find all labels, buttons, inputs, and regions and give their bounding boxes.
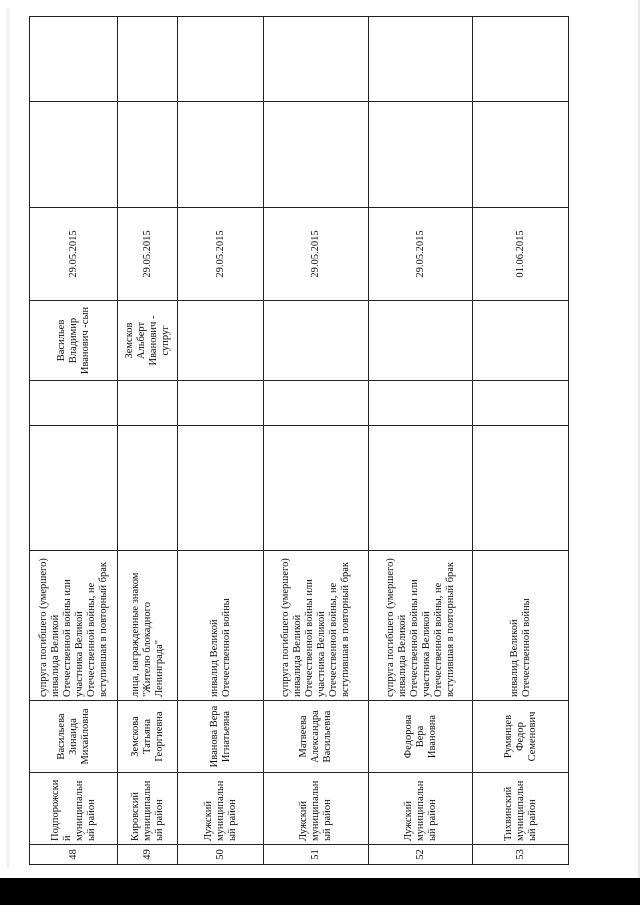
category-cell: инвалид Великой Отечественной войны bbox=[178, 551, 264, 701]
family-member-cell bbox=[178, 301, 264, 381]
empty-cell bbox=[118, 17, 178, 102]
empty-cell bbox=[369, 102, 473, 208]
empty-cell bbox=[473, 102, 569, 208]
date-cell: 29.05.2015 bbox=[30, 208, 118, 301]
district-cell: Лужский муниципальный район bbox=[264, 773, 369, 845]
table-row bbox=[473, 17, 569, 865]
rotated-table-page bbox=[29, 17, 568, 865]
family-member-cell: Земсков Альберт Иванович - супруг bbox=[118, 301, 178, 381]
empty-cell bbox=[264, 381, 369, 426]
empty-cell bbox=[178, 426, 264, 551]
empty-cell bbox=[30, 102, 118, 208]
registry-table-body bbox=[30, 17, 569, 865]
empty-cell bbox=[178, 17, 264, 102]
empty-cell bbox=[118, 426, 178, 551]
name-cell: Матвеева Александра Васильевна bbox=[264, 701, 369, 773]
empty-cell bbox=[369, 426, 473, 551]
empty-cell bbox=[369, 17, 473, 102]
category-cell: лица, награжденные знаком "Жителю блокадного Ленинграда" bbox=[118, 551, 178, 701]
empty-cell bbox=[30, 426, 118, 551]
scan-bottom-border bbox=[0, 878, 640, 905]
row-number: 51 bbox=[264, 845, 369, 865]
date-cell: 01.06.2015 bbox=[473, 208, 569, 301]
table-row bbox=[30, 17, 118, 865]
category-cell: супруга погибшего (умершего) инвалида Великой Отечественной войны или участника Великой Отечественной войны, не вступившая в повторный брак bbox=[369, 551, 473, 701]
empty-cell bbox=[178, 381, 264, 426]
empty-cell bbox=[118, 102, 178, 208]
empty-cell bbox=[118, 381, 178, 426]
name-cell: Румянцев Федор Семенович bbox=[473, 701, 569, 773]
empty-cell bbox=[30, 381, 118, 426]
date-cell: 29.05.2015 bbox=[118, 208, 178, 301]
scan-edge-left bbox=[6, 8, 10, 868]
row-number: 53 bbox=[473, 845, 569, 865]
table-row bbox=[369, 17, 473, 865]
empty-cell bbox=[473, 17, 569, 102]
district-cell: Кировский муниципальный район bbox=[118, 773, 178, 845]
row-number: 52 bbox=[369, 845, 473, 865]
empty-cell bbox=[473, 381, 569, 426]
name-cell: Федорова Вера Ивановна bbox=[369, 701, 473, 773]
category-cell: супруга погибшего (умершего) инвалида Великой Отечественной войны или участника Великой Отечественной войны, не вступившая в повторный брак bbox=[30, 551, 118, 701]
district-cell: Тихвинский муниципальный район bbox=[473, 773, 569, 845]
row-number: 49 bbox=[118, 845, 178, 865]
category-cell: инвалид Великой Отечественной войны bbox=[473, 551, 569, 701]
empty-cell bbox=[264, 102, 369, 208]
date-cell: 29.05.2015 bbox=[178, 208, 264, 301]
name-cell: Иванова Вера Игнатьевна bbox=[178, 701, 264, 773]
empty-cell bbox=[264, 17, 369, 102]
family-member-cell bbox=[369, 301, 473, 381]
empty-cell bbox=[264, 426, 369, 551]
district-cell: Подпорожский муниципальный район bbox=[30, 773, 118, 845]
table-row bbox=[118, 17, 178, 865]
family-member-cell bbox=[473, 301, 569, 381]
table-row bbox=[264, 17, 369, 865]
category-cell: супруга погибшего (умершего) инвалида Великой Отечественной войны или участника Великой Отечественной войны, не вступившая в повторный брак bbox=[264, 551, 369, 701]
row-number: 50 bbox=[178, 845, 264, 865]
date-cell: 29.05.2015 bbox=[369, 208, 473, 301]
name-cell: Земскова Татьяна Георгиевна bbox=[118, 701, 178, 773]
table-row bbox=[178, 17, 264, 865]
empty-cell bbox=[178, 102, 264, 208]
registry-table bbox=[29, 16, 569, 865]
empty-cell bbox=[473, 426, 569, 551]
empty-cell bbox=[369, 381, 473, 426]
district-cell: Лужский муниципальный район bbox=[178, 773, 264, 845]
family-member-cell bbox=[264, 301, 369, 381]
name-cell: Васильева Зинаида Михайловна bbox=[30, 701, 118, 773]
empty-cell bbox=[30, 17, 118, 102]
date-cell: 29.05.2015 bbox=[264, 208, 369, 301]
family-member-cell: Васильев Владимир Иванович -сын bbox=[30, 301, 118, 381]
district-cell: Лужский муниципальный район bbox=[369, 773, 473, 845]
row-number: 48 bbox=[30, 845, 118, 865]
